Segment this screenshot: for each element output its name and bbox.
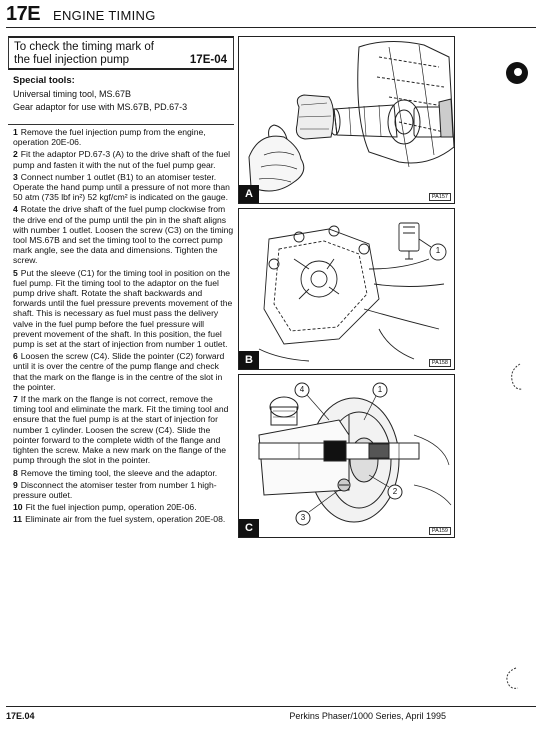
step-number: 9 <box>13 479 18 490</box>
step-text: Remove the fuel injection pump from the engine, operation 20E-06. <box>13 127 206 148</box>
step-text: If the mark on the flange is not correct, remove the timing tool and eliminate the mark. Fit the timing tool and ensure that the fuel pump is at the start of injection for number 1 cylinder. Loosen the screw (C4). Slide the pointer forward to the complete width of the flange and tighten the screw. Make a new mark on the flange of the pump through the slot in the pointer. <box>13 394 229 466</box>
step-item <box>13 127 235 147</box>
page-header <box>6 2 536 28</box>
step-number: 10 <box>13 502 23 513</box>
step-number: 5 <box>13 267 18 278</box>
callout-number: 1 <box>435 246 441 255</box>
step-item <box>13 149 235 169</box>
step-item <box>13 502 235 512</box>
step-text: Fit the adaptor PD.67-3 (A) to the drive shaft of the fuel pump and fasten it with the nut of the fuel pump gear. <box>13 149 231 170</box>
callout-number: 4 <box>299 385 305 394</box>
procedure-title: To check the timing mark of the fuel injection pump <box>14 41 154 66</box>
section-title: ENGINE TIMING <box>53 8 156 23</box>
step-item <box>13 172 235 203</box>
figure-c <box>238 374 455 538</box>
callout-number: 3 <box>300 513 306 522</box>
special-tools-section <box>8 71 234 125</box>
figure-label: C <box>239 519 259 537</box>
binder-hole-icon <box>502 666 524 692</box>
step-text: Connect number 1 outlet (B1) to an atomiser tester. Operate the hand pump until a pressure of not more than 50 atm (735 lbf in²) 52 kgf/cm² is indicated on the gauge. <box>13 171 230 203</box>
step-item <box>13 468 235 478</box>
step-item <box>13 514 235 524</box>
callout-number: 2 <box>392 487 398 496</box>
step-number: 11 <box>13 514 23 525</box>
tool-item: Universal timing tool, MS.67B <box>13 89 132 99</box>
step-item <box>13 480 235 500</box>
step-text: Rotate the drive shaft of the fuel pump clockwise from the drive end of the pump until the pin in the shaft aligns with number 1 outlet. Loosen the screw (C3) on the timing tool MS.67B and set the timing tool to the correct pump mark angle, see the data and dimensions. Tighten the screw. <box>13 204 234 266</box>
step-number: 3 <box>13 171 18 182</box>
step-text: Remove the timing tool, the sleeve and the adaptor. <box>20 467 218 478</box>
figure-a-illustration <box>239 37 455 204</box>
procedure-title-box <box>8 36 234 70</box>
figure-label: A <box>239 185 259 203</box>
figure-b-illustration <box>239 209 455 370</box>
step-number: 4 <box>13 204 18 215</box>
publication-info: Perkins Phaser/1000 Series, April 1995 <box>289 711 446 721</box>
figure-a <box>238 36 455 204</box>
step-number: 2 <box>13 149 18 160</box>
step-number: 8 <box>13 467 18 478</box>
section-code: 17E <box>6 3 41 25</box>
binder-hole-icon <box>508 362 528 392</box>
step-number: 1 <box>13 127 18 137</box>
step-text: Disconnect the atomiser tester from number 1 high-pressure outlet. <box>13 479 217 500</box>
callout-number: 1 <box>377 385 383 394</box>
step-text: Loosen the screw (C4). Slide the pointer (C2) forward until it is over the centre of the pump flange and check that the mark on the flange is in the centre of the slot in the pointer. <box>13 351 225 392</box>
figure-reference: PA158 <box>429 359 451 367</box>
tool-item: Gear adaptor for use with MS.67B, PD.67-3 <box>13 102 188 112</box>
binder-hole-icon <box>504 60 530 86</box>
step-text: Fit the fuel injection pump, operation 20E-06. <box>25 502 197 513</box>
step-number: 7 <box>13 394 18 405</box>
figure-label: B <box>239 351 259 369</box>
step-item <box>13 268 235 350</box>
step-number: 6 <box>13 351 18 362</box>
procedure-steps <box>13 127 235 527</box>
step-text: Eliminate air from the fuel system, operation 20E-08. <box>25 514 226 525</box>
step-item <box>13 394 235 465</box>
page-footer <box>6 706 536 724</box>
procedure-code: 17E-04 <box>189 54 227 66</box>
step-item <box>13 204 235 265</box>
special-tools-heading: Special tools: <box>13 75 75 86</box>
figure-reference: PA157 <box>429 193 451 201</box>
figure-c-illustration <box>239 375 455 538</box>
page-number: 17E.04 <box>6 711 35 721</box>
figure-reference: PA159 <box>429 527 451 535</box>
step-text: Put the sleeve (C1) for the timing tool in position on the fuel pump. Fit the timing tool to the adaptor on the fuel pump drive shaft. Rotate the shaft backwards and forwards until the fuel pressure prevents movement of the shaft. This is necessary as fuel must pass the delivery valve in the fuel pump before the fuel pressure will prevent movement of the shaft. In this position, the fuel pump is set at the start of injection from number 1 outlet. <box>13 267 233 350</box>
step-item <box>13 351 235 392</box>
figure-b <box>238 208 455 370</box>
